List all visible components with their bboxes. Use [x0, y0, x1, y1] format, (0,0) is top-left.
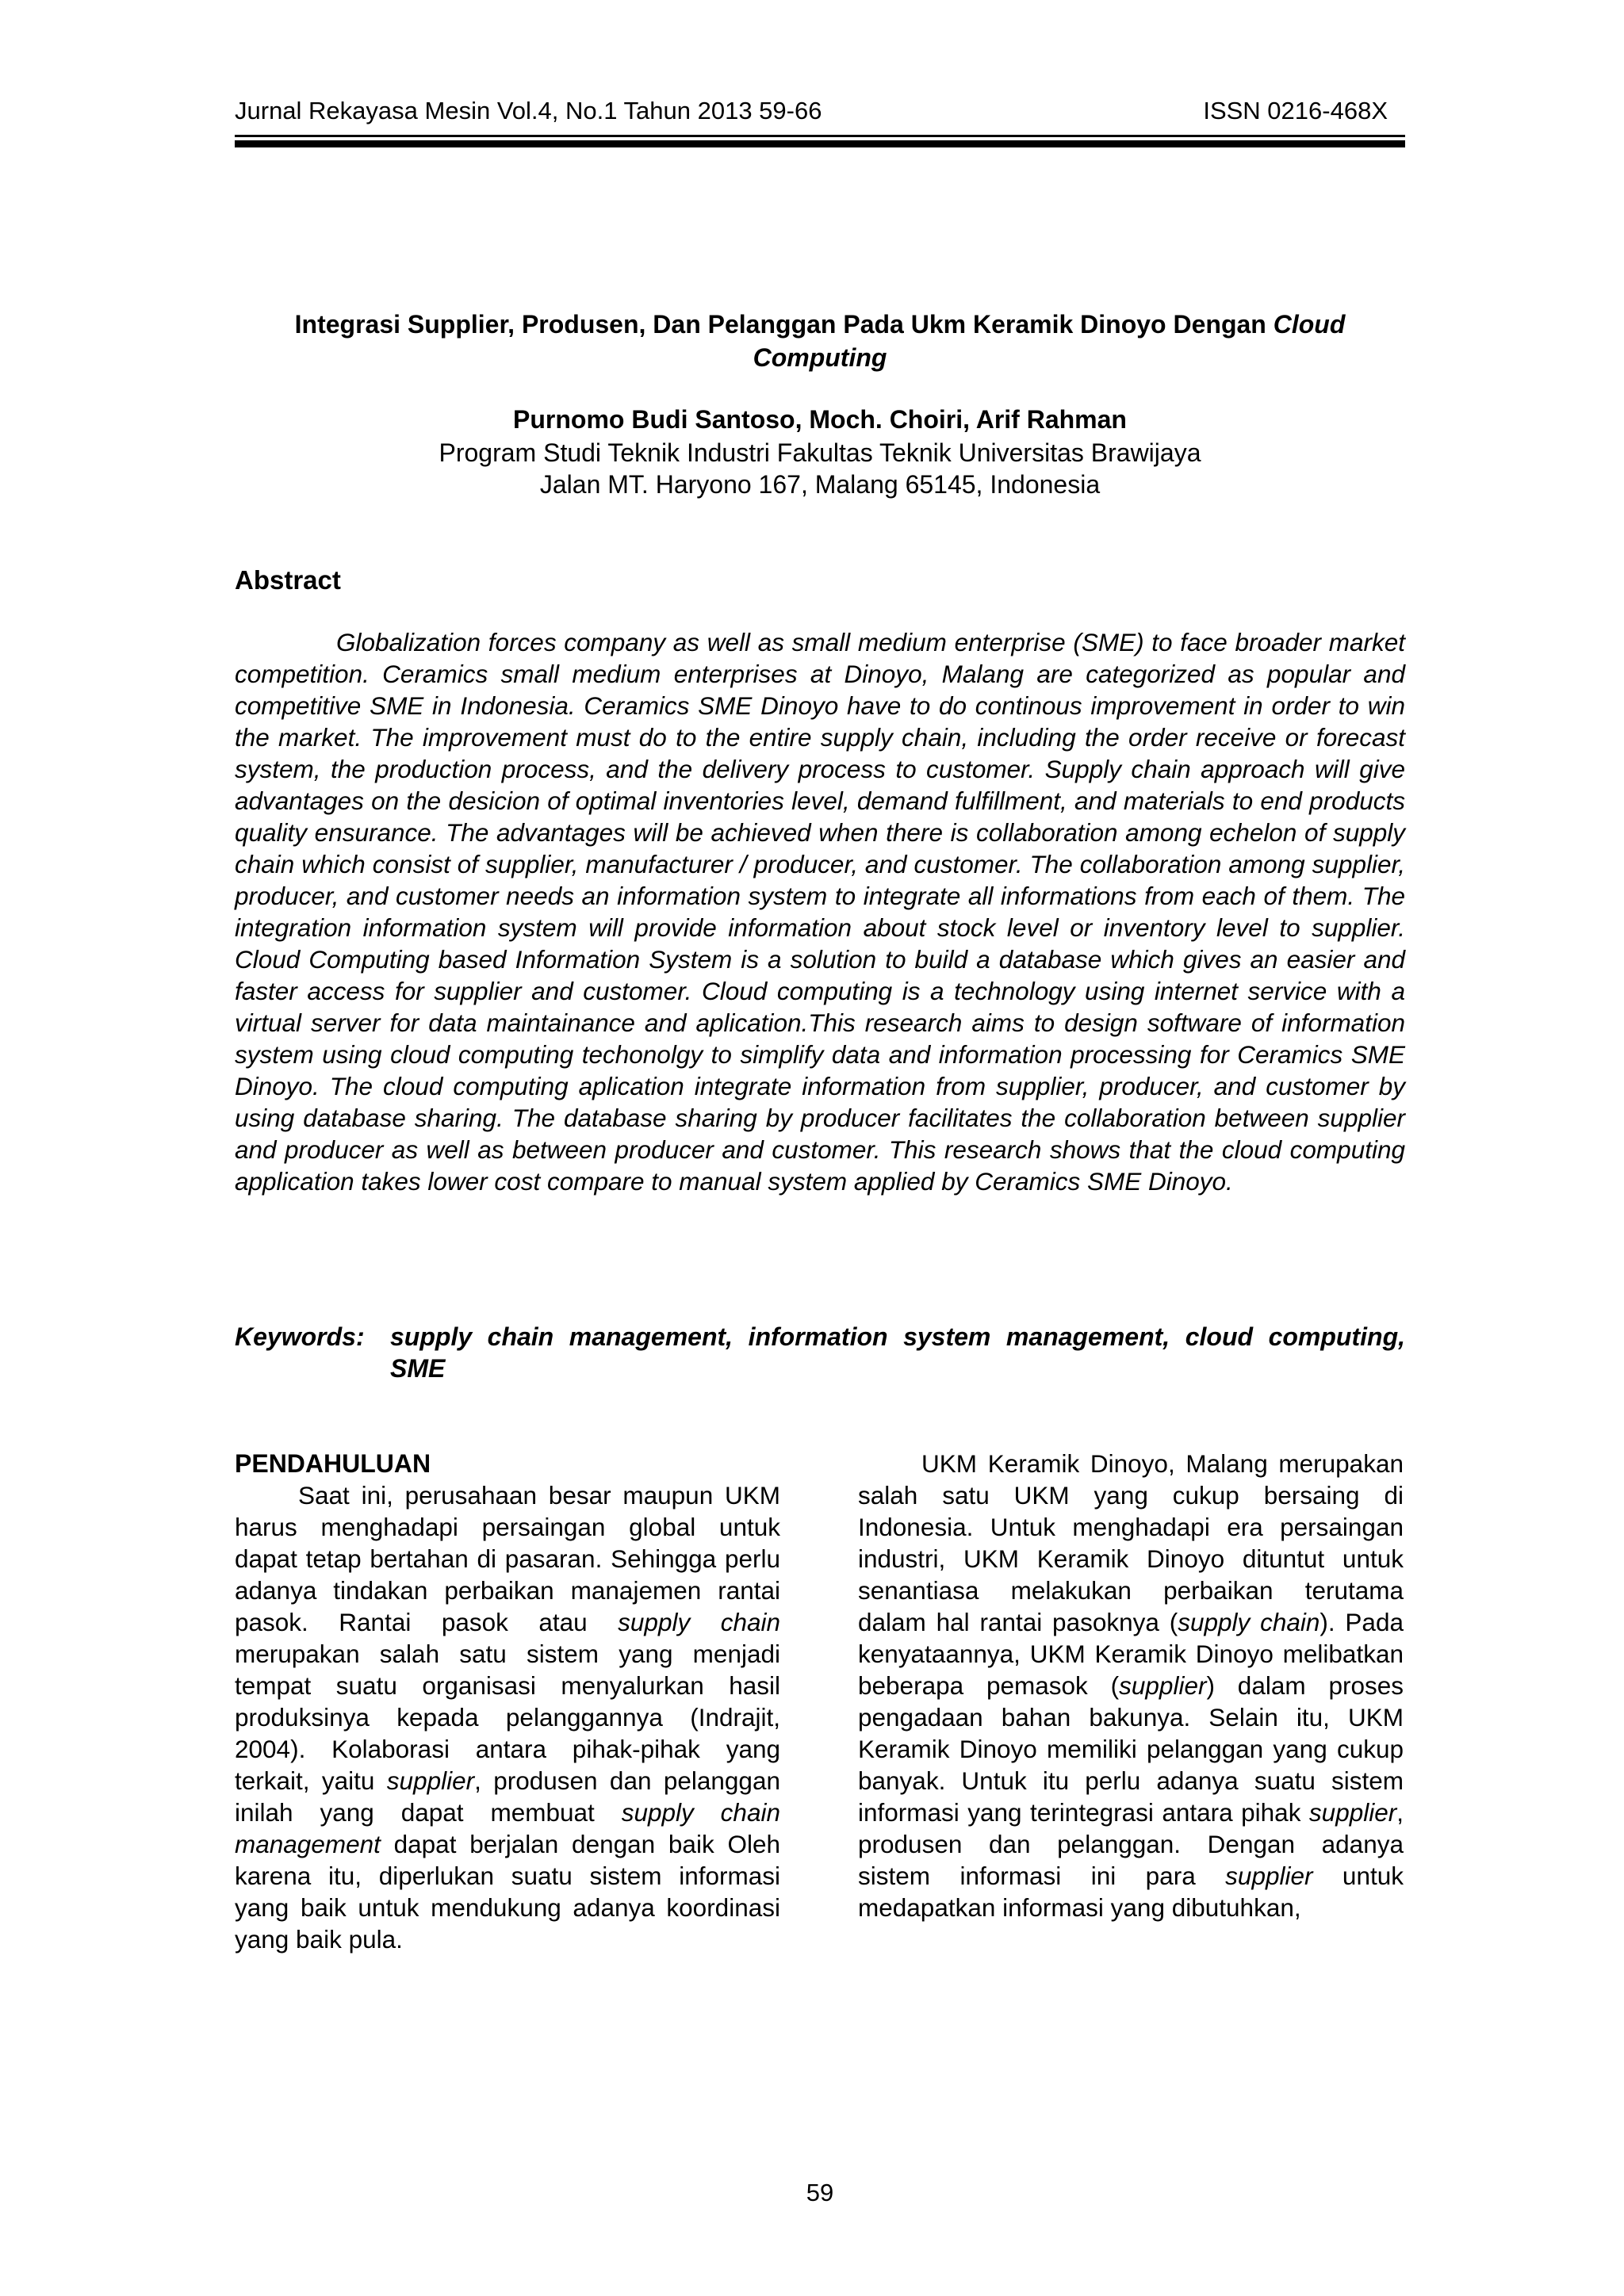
intro-paragraph-1: [235, 1479, 780, 1955]
paper-title-italic: Cloud Computing: [753, 310, 1346, 372]
italic-term: supplier: [1225, 1862, 1313, 1890]
author-list: Purnomo Budi Santoso, Moch. Choiri, Arif Rahman: [513, 405, 1127, 434]
journal-citation: Jurnal Rekayasa Mesin Vol.4, No.1 Tahun 2013 59-66: [235, 97, 822, 124]
text-run: , produsen dan pelanggan. Dengan adanya sistem informasi ini para: [858, 1798, 1404, 1890]
abstract-text: Globalization forces company as well as small medium enterprise (SME) to face broader market competition. Ceramics small medium enterprises at Dinoyo, Malang are categorized as popular and competitive SME in Indonesia. Ceramics SME Dinoyo have to do continous improvement in order to win the market. The improvement must do to the entire supply chain, including the order receive or forecast system, the production process, and the delivery process to customer. Supply chain approach will give advantages on the desicion of optimal inventories level, demand fulfillment, and materials to end products quality ensurance. The advantages will be achieved when there is collaboration among echelon of supply chain which consist of supplier, manufacturer / producer, and customer. The collaboration among supplier, producer, and customer needs an information system to integrate all informations from each of them. The integration information system will provide information about stock level or inventory level to supplier. Cloud Computing based Information System is a solution to build a database which gives an easier and faster access for supplier and customer. Cloud computing is a technology using internet service with a virtual server for data maintainance and aplication.This research aims to design software of information system using cloud computing techonolgy to simplify data and information processing for Ceramics SME Dinoyo. The cloud computing aplication integrate information from supplier, producer, and customer by using database sharing. The database sharing by producer facilitates the collaboration between supplier and producer as well as between producer and customer. This research shows that the cloud computing application takes lower cost compare to manual system applied by Ceramics SME Dinoyo.: [235, 628, 1405, 1196]
keywords-values: supply chain management, information system management, cloud computing, SME: [390, 1322, 1405, 1383]
text-run: UKM Keramik Dinoyo, Malang merupakan salah satu UKM yang cukup bersaing di Indonesia. Untuk menghadapi era persaingan industri, UKM Keramik Dinoyo dituntut untuk senantiasa melakukan perbaikan terutama dalam hal rantai pasoknya (: [858, 1449, 1404, 1636]
header-rule-thin: [235, 135, 1405, 137]
section-heading-pendahuluan: PENDAHULUAN: [235, 1449, 431, 1478]
italic-term: supplier: [1119, 1671, 1207, 1700]
text-run: dapat berjalan dengan baik Oleh karena itu, diperlukan suatu sistem informasi yang baik untuk mendukung adanya koordinasi yang baik pula.: [235, 1830, 780, 1954]
issn-number: ISSN 0216-468X: [1203, 97, 1388, 124]
page-number: 59: [806, 2179, 834, 2206]
italic-term: supplier: [1308, 1798, 1397, 1827]
keywords-label: Keywords:: [235, 1322, 365, 1351]
italic-term: supplier: [386, 1766, 475, 1795]
italic-term: supply chain: [1178, 1608, 1320, 1636]
text-run: , produsen dan pelanggan inilah yang dapat membuat: [235, 1766, 780, 1827]
abstract-heading: Abstract: [235, 565, 341, 595]
text-run: ) dalam proses pengadaan bahan bakunya. Selain itu, UKM Keramik Dinoyo memiliki pelanggan yang cukup banyak. Untuk itu perlu adanya suatu sistem informasi yang terintegrasi antara pihak: [858, 1671, 1404, 1827]
intro-paragraph-2: [858, 1448, 1404, 1923]
text-run: untuk medapatkan informasi yang dibutuhkan,: [858, 1862, 1404, 1922]
text-run: ). Pada kenyataannya, UKM Keramik Dinoyo melibatkan beberapa pemasok (: [858, 1608, 1404, 1700]
affiliation-address: Jalan MT. Haryono 167, Malang 65145, Indonesia: [539, 470, 1101, 499]
text-run: merupakan salah satu sistem yang menjadi tempat suatu organisasi menyalurkan hasil produksinya kepada pelanggannya (Indrajit, 2004). Kolaborasi antara pihak-pihak yang terkait, yaitu: [235, 1640, 780, 1795]
right-column: [858, 1448, 1404, 1923]
paper-title-main: Integrasi Supplier, Produsen, Dan Pelanggan Pada Ukm Keramik Dinoyo Dengan: [294, 310, 1266, 339]
left-column: [235, 1448, 780, 1955]
text-run: Saat ini, perusahaan besar maupun UKM harus menghadapi persaingan global untuk dapat tetap bertahan di pasaran. Sehingga perlu adanya tindakan perbaikan manajemen rantai pasok. Rantai pasok atau: [235, 1481, 780, 1636]
italic-term: supply chain: [618, 1608, 780, 1636]
header-rule-thick: [235, 140, 1405, 147]
italic-term: supply chain management: [235, 1798, 780, 1858]
running-header: [235, 94, 1405, 128]
paper-title: [235, 308, 1405, 374]
affiliation-department: Program Studi Teknik Industri Fakultas Teknik Universitas Brawijaya: [439, 438, 1201, 467]
